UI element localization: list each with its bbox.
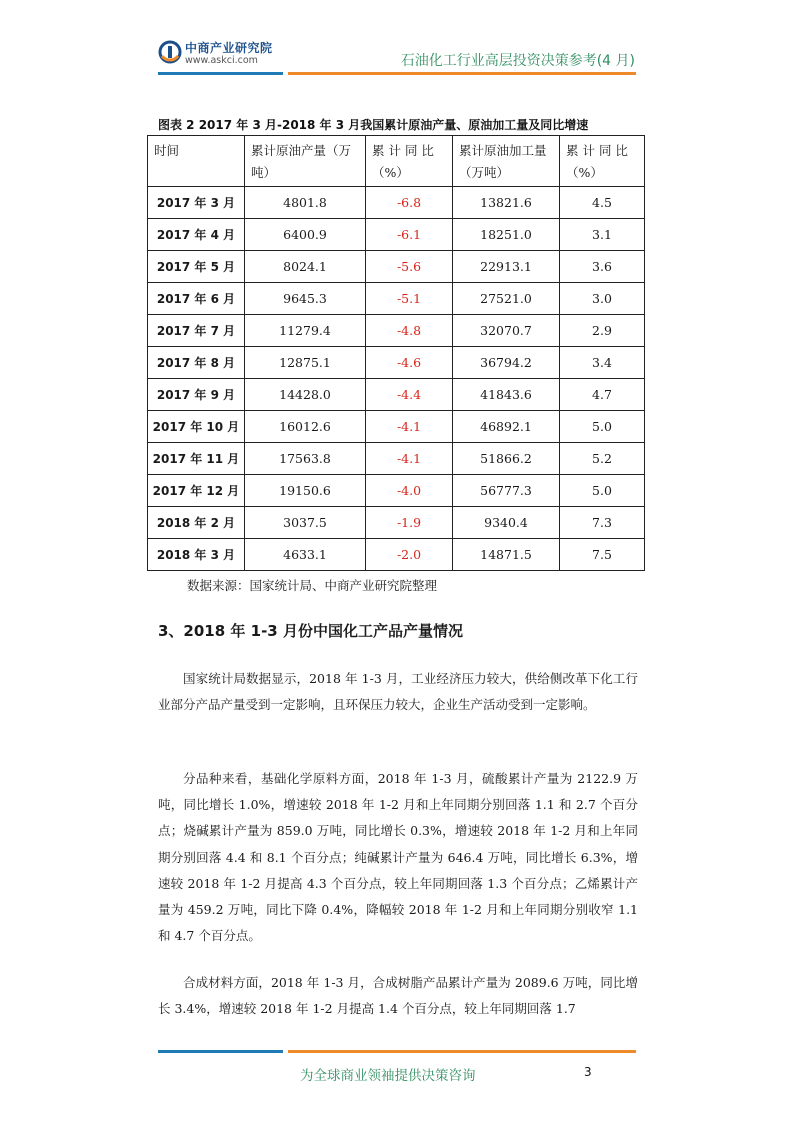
- page-header: [0, 0, 793, 80]
- table-cell-crude-yoy: -4.4: [366, 379, 453, 411]
- table-cell-crude-output: 3037.5: [245, 507, 366, 539]
- column-header: 累计原油产量（万吨）: [245, 136, 366, 187]
- table-cell-processing: 56777.3: [453, 475, 560, 507]
- footer-rule-orange: [288, 1050, 636, 1053]
- table-cell-processing: 9340.4: [453, 507, 560, 539]
- table-row: [148, 187, 645, 219]
- table-row: [148, 251, 645, 283]
- table-cell-processing-yoy: 5.0: [560, 411, 645, 443]
- section-heading: 3、2018 年 1-3 月份中国化工产品产量情况: [158, 622, 463, 640]
- table-cell-processing: 46892.1: [453, 411, 560, 443]
- table-cell-time: 2017 年 5 月: [148, 251, 245, 283]
- table-cell-processing: 14871.5: [453, 539, 560, 571]
- table-cell-processing-yoy: 4.5: [560, 187, 645, 219]
- table-cell-processing-yoy: 3.4: [560, 347, 645, 379]
- table-cell-crude-yoy: -1.9: [366, 507, 453, 539]
- report-title: 石油化工行业高层投资决策参考(4 月): [400, 53, 635, 69]
- table-cell-time: 2017 年 10 月: [148, 411, 245, 443]
- table-row: [148, 411, 645, 443]
- table-cell-crude-yoy: -5.6: [366, 251, 453, 283]
- table-header-row: [148, 136, 645, 187]
- table-row: [148, 539, 645, 571]
- table-cell-crude-output: 8024.1: [245, 251, 366, 283]
- table-cell-processing: 51866.2: [453, 443, 560, 475]
- table-cell-time: 2017 年 11 月: [148, 443, 245, 475]
- table-cell-processing-yoy: 3.6: [560, 251, 645, 283]
- table-cell-crude-yoy: -4.1: [366, 443, 453, 475]
- table-cell-crude-output: 16012.6: [245, 411, 366, 443]
- table-cell-crude-output: 4633.1: [245, 539, 366, 571]
- table-cell-time: 2017 年 9 月: [148, 379, 245, 411]
- table-cell-processing: 18251.0: [453, 219, 560, 251]
- table-cell-time: 2017 年 4 月: [148, 219, 245, 251]
- table-cell-time: 2017 年 3 月: [148, 187, 245, 219]
- table-cell-time: 2018 年 2 月: [148, 507, 245, 539]
- data-source: 数据来源：国家统计局、中商产业研究院整理: [187, 578, 438, 593]
- table-row: [148, 507, 645, 539]
- table-cell-crude-output: 12875.1: [245, 347, 366, 379]
- table-cell-crude-yoy: -6.8: [366, 187, 453, 219]
- table-cell-processing-yoy: 4.7: [560, 379, 645, 411]
- table-cell-processing-yoy: 3.1: [560, 219, 645, 251]
- table-cell-crude-output: 4801.8: [245, 187, 366, 219]
- logo-name: 中商产业研究院: [185, 41, 273, 55]
- table-cell-processing-yoy: 7.5: [560, 539, 645, 571]
- table-cell-processing: 41843.6: [453, 379, 560, 411]
- paragraph: 分品种来看，基础化学原料方面，2018 年 1-3 月，硫酸累计产量为 2122.9 万吨，同比增长 1.0%，增速较 2018 年 1-2 月和上年同期分别回落 1.1 和 2.7 个百分点；烧碱累计产量为 859.0 万吨，同比增长 0.3%，增速较 2018 年 1-2 月和上年同期分别回落 4.4 和 8.1 个百分点；纯碱累计产量为 646.4 万吨，同比增长 6.3%，增速较 2018 年 1-2 月提高 4.3 个百分点，较上年同期回落 1.3 个百分点；乙烯累计产量为 459.2 万吨，同比下降 0.4%，降幅较 2018 年 1-2 月和上年同期分别收窄 1.1 和 4.7 个百分点。: [158, 771, 638, 944]
- table-cell-crude-yoy: -4.6: [366, 347, 453, 379]
- column-header: 累计原油加工量（万吨）: [453, 136, 560, 187]
- askci-logo-icon: [158, 40, 182, 64]
- logo-url: www.askci.com: [185, 55, 258, 66]
- table-cell-crude-output: 17563.8: [245, 443, 366, 475]
- table-cell-crude-yoy: -4.1: [366, 411, 453, 443]
- column-header: 累 计 同 比（%）: [560, 136, 645, 187]
- page-number: 3: [584, 1065, 592, 1079]
- table-cell-processing: 27521.0: [453, 283, 560, 315]
- table-cell-processing-yoy: 7.3: [560, 507, 645, 539]
- table-row: [148, 443, 645, 475]
- table-cell-time: 2017 年 6 月: [148, 283, 245, 315]
- paragraph: 合成材料方面，2018 年 1-3 月，合成树脂产品累计产量为 2089.6 万吨，同比增长 3.4%，增速较 2018 年 1-2 月提高 1.4 个百分点，较上年同期回落 1.7: [158, 975, 638, 1017]
- table-cell-crude-yoy: -2.0: [366, 539, 453, 571]
- table-row: [148, 283, 645, 315]
- header-rule-orange: [288, 72, 636, 75]
- table-cell-time: 2018 年 3 月: [148, 539, 245, 571]
- table-cell-crude-output: 19150.6: [245, 475, 366, 507]
- table-cell-crude-output: 6400.9: [245, 219, 366, 251]
- figure-caption: 图表 2 2017 年 3 月-2018 年 3 月我国累计原油产量、原油加工量及同比增速: [158, 118, 589, 132]
- table-cell-time: 2017 年 8 月: [148, 347, 245, 379]
- table-cell-time: 2017 年 7 月: [148, 315, 245, 347]
- table-row: [148, 475, 645, 507]
- header-rule-blue: [158, 72, 283, 75]
- table-cell-crude-yoy: -5.1: [366, 283, 453, 315]
- table-cell-crude-yoy: -4.8: [366, 315, 453, 347]
- table-cell-time: 2017 年 12 月: [148, 475, 245, 507]
- table-row: [148, 379, 645, 411]
- table-cell-crude-output: 11279.4: [245, 315, 366, 347]
- table-cell-processing-yoy: 5.2: [560, 443, 645, 475]
- table-cell-crude-yoy: -6.1: [366, 219, 453, 251]
- table-cell-crude-yoy: -4.0: [366, 475, 453, 507]
- table-cell-processing-yoy: 5.0: [560, 475, 645, 507]
- footer-rule-blue: [158, 1050, 283, 1053]
- table-row: [148, 347, 645, 379]
- column-header: 时间: [148, 136, 245, 187]
- table-cell-processing: 32070.7: [453, 315, 560, 347]
- table-cell-processing-yoy: 3.0: [560, 283, 645, 315]
- table-cell-processing: 13821.6: [453, 187, 560, 219]
- table-cell-crude-output: 14428.0: [245, 379, 366, 411]
- column-header: 累 计 同 比（%）: [366, 136, 453, 187]
- table-cell-processing-yoy: 2.9: [560, 315, 645, 347]
- table-row: [148, 315, 645, 347]
- table-cell-processing: 36794.2: [453, 347, 560, 379]
- table-body: [148, 187, 645, 571]
- table-row: [148, 219, 645, 251]
- table-cell-crude-output: 9645.3: [245, 283, 366, 315]
- table-cell-processing: 22913.1: [453, 251, 560, 283]
- askci-logo: [158, 38, 298, 68]
- footer-slogan: 为全球商业领袖提供决策咨询: [300, 1068, 476, 1084]
- crude-oil-table: [147, 135, 645, 571]
- paragraph: 国家统计局数据显示，2018 年 1-3 月，工业经济压力较大，供给侧改革下化工行业部分产品产量受到一定影响，且环保压力较大，企业生产活动受到一定影响。: [158, 671, 638, 713]
